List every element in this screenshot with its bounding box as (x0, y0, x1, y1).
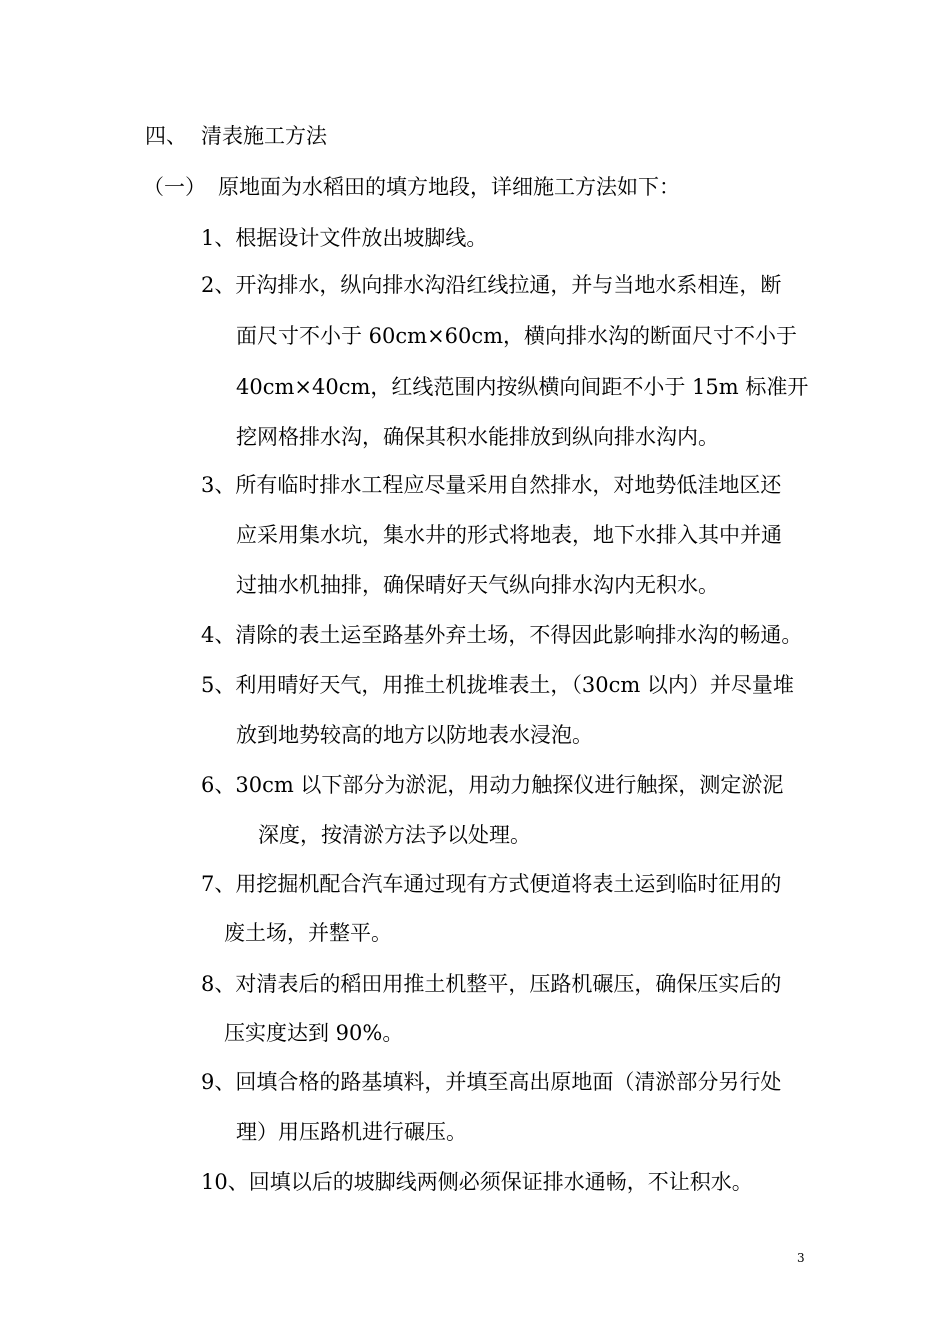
subsection-number: （一） (143, 175, 206, 199)
item-6-line-1: 6、30cm 以下部分为淤泥，用动力触探仪进行触探，测定淤泥 (201, 773, 784, 797)
item-2-line-4: 挖网格排水沟，确保其积水能排放到纵向排水沟内。 (236, 425, 719, 449)
item-3-line-2: 应采用集水坑，集水井的形式将地表，地下水排入其中并通 (236, 523, 782, 547)
item-4-line-1: 4、清除的表土运至路基外弃土场，不得因此影响排水沟的畅通。 (201, 623, 803, 647)
section-number: 四、 (145, 124, 187, 148)
item-10-line-1: 10、回填以后的坡脚线两侧必须保证排水通畅，不让积水。 (201, 1170, 753, 1194)
item-9-line-1: 9、回填合格的路基填料，并填至高出原地面（清淤部分另行处 (201, 1070, 782, 1094)
item-6-line-2: 深度，按清淤方法予以处理。 (258, 823, 531, 847)
item-7-line-1: 7、用挖掘机配合汽车通过现有方式便道将表土运到临时征用的 (201, 872, 782, 896)
item-2-line-3: 40cm×40cm，红线范围内按纵横向间距不小于 15m 标准开 (236, 375, 809, 399)
item-2-line-2: 面尺寸不小于 60cm×60cm，横向排水沟的断面尺寸不小于 (236, 324, 798, 348)
item-5-line-1: 5、利用晴好天气，用推土机拢堆表土，（30cm 以内）并尽量堆 (201, 673, 794, 697)
item-3-line-1: 3、所有临时排水工程应尽量采用自然排水，对地势低洼地区还 (201, 473, 782, 497)
subsection-title: 原地面为水稻田的填方地段，详细施工方法如下： (218, 175, 680, 199)
item-8-line-1: 8、对清表后的稻田用推土机整平，压路机碾压，确保压实后的 (201, 972, 782, 996)
item-3-line-3: 过抽水机抽排，确保晴好天气纵向排水沟内无积水。 (236, 573, 719, 597)
page-number: 3 (797, 1251, 805, 1265)
item-9-line-2: 理）用压路机进行碾压。 (236, 1120, 467, 1144)
item-5-line-2: 放到地势较高的地方以防地表水浸泡。 (236, 723, 593, 747)
item-1-line-1: 1、根据设计文件放出坡脚线。 (201, 226, 488, 250)
item-7-line-2: 废土场，并整平。 (224, 921, 392, 945)
item-2-line-1: 2、开沟排水，纵向排水沟沿红线拉通，并与当地水系相连，断 (201, 273, 782, 297)
item-8-line-2: 压实度达到 90%。 (224, 1021, 404, 1045)
section-title: 清表施工方法 (201, 124, 327, 148)
